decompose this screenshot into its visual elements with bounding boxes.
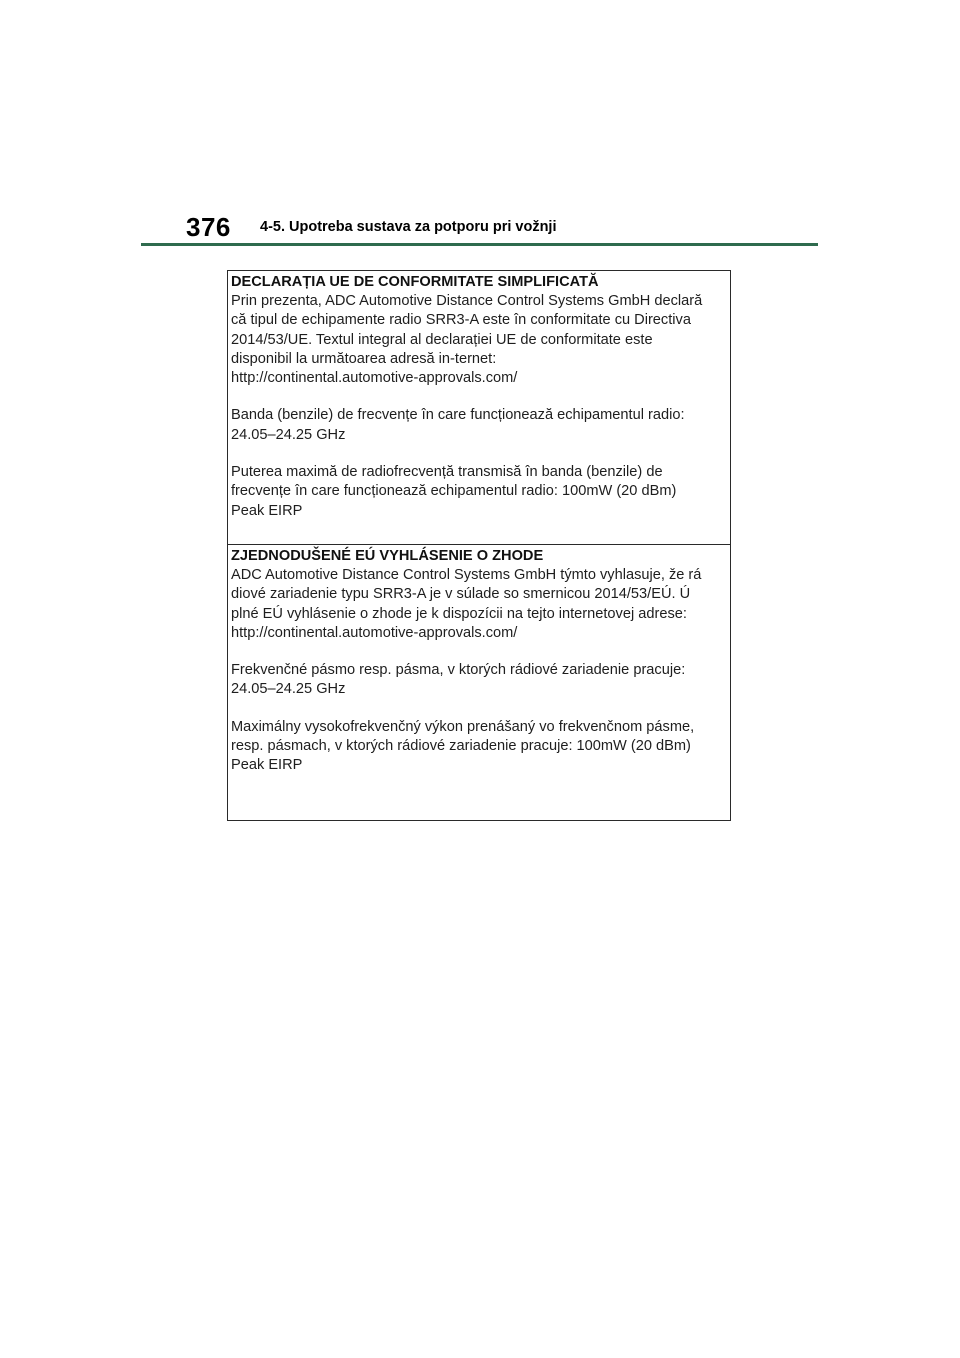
- page-number: 376: [186, 212, 231, 242]
- page-header: [0, 0, 960, 250]
- section-title: 4-5. Upotreba sustava za potporu pri vožnji: [260, 219, 557, 235]
- max-power: Puterea maximă de radiofrecvență transmisă în banda (benzile) de frecvențe în care funcționează echipamentul radio: 100mW (20 dBm) Peak EIRP: [231, 464, 677, 519]
- max-power: Maximálny vysokofrekvenčný výkon prenášaný vo frekvenčnom pásme, resp. pásmach, v ktorých rádiové zariadenie pracuje: 100mW (20 dBm) Peak EIRP: [231, 718, 695, 774]
- paragraph-spacer: [231, 643, 730, 661]
- frequency-bands: Frekvenčné pásmo resp. pásma, v ktorých rádiové zariadenie pracuje: 24.05–24.25 GHz: [231, 662, 686, 698]
- conformity-declaration-box: [227, 270, 731, 821]
- declaration-intro: ADC Automotive Distance Control Systems GmbH týmto vyhlasuje, že rá diové zariadenie typu SRR3-A je v súlade so smernicou 2014/53/EÚ. Ú plné EÚ vyhlásenie o zhode je k dispozícii na tejto internetovej adrese: http://continental.automotive-approvals.com/: [231, 567, 702, 641]
- paragraph-spacer: [231, 445, 730, 463]
- header-divider: [141, 243, 818, 246]
- paragraph-spacer: [231, 388, 730, 406]
- declaration-heading: DECLARAȚIA UE DE CONFORMITATE SIMPLIFICATĂ: [231, 274, 599, 290]
- frequency-bands: Banda (benzile) de frecvențe în care funcționează echipamentul radio: 24.05–24.25 GHz: [231, 407, 685, 443]
- declaration-romanian: [228, 271, 730, 545]
- declaration-heading: ZJEDNODUŠENÉ EÚ VYHLÁSENIE O ZHODE: [231, 548, 544, 564]
- declaration-slovak: [228, 545, 730, 820]
- declaration-intro: Prin prezenta, ADC Automotive Distance Control Systems GmbH declară că tipul de echipamente radio SRR3-A este în conformitate cu Directiva 2014/53/UE. Textul integral al declarației UE de conformitate este disponibil la următoarea adresă in-ternet: http://continental.automotive-approvals.com/: [231, 293, 703, 387]
- paragraph-spacer: [231, 700, 730, 718]
